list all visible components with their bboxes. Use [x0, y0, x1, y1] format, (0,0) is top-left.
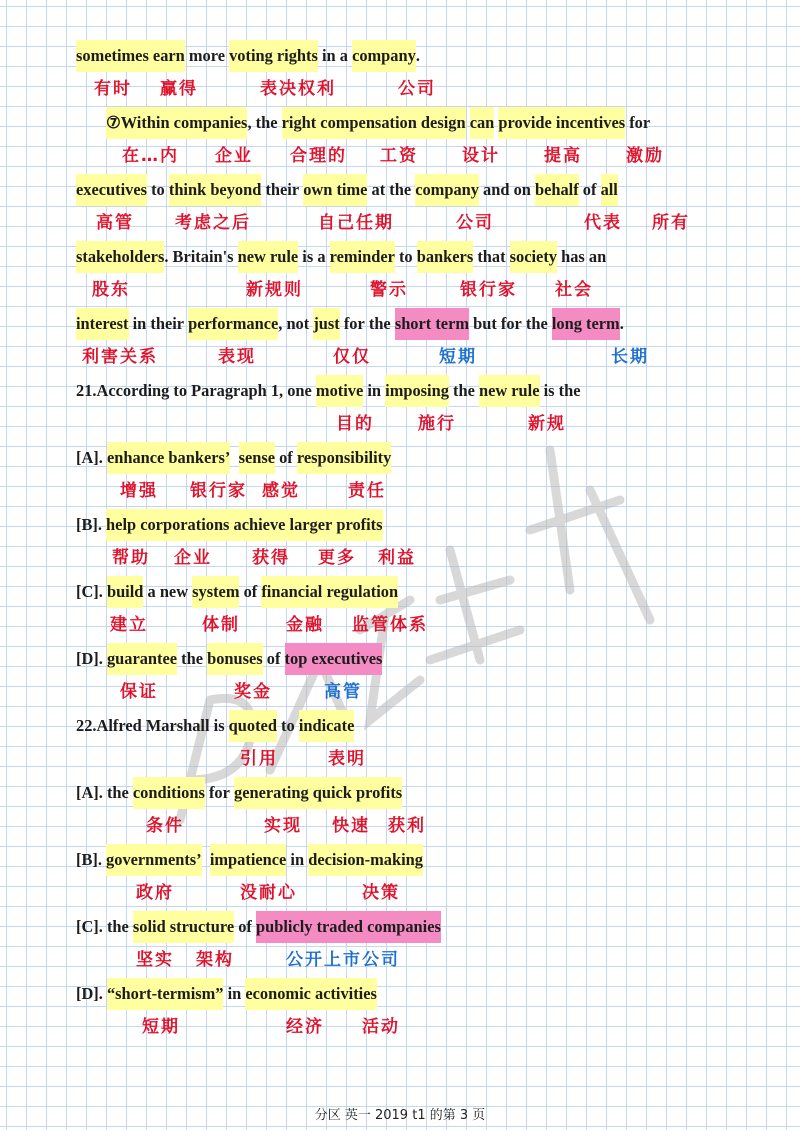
plain-text: , the — [247, 113, 282, 132]
highlighted-phrase: behalf — [535, 174, 579, 206]
plain-text: 21.According to Paragraph 1, one — [76, 381, 316, 400]
chinese-annotation: 表决权利 — [260, 79, 336, 99]
chinese-annotation: 银行家 — [190, 481, 247, 501]
annotation-line — [0, 477, 800, 505]
annotation-line — [0, 209, 800, 237]
highlighted-phrase: interest — [76, 308, 129, 340]
highlighted-phrase: stakeholders — [76, 241, 164, 273]
plain-text: of — [275, 448, 297, 467]
plain-text: the — [448, 381, 479, 400]
chinese-annotation: 表现 — [218, 347, 256, 367]
annotation-line — [0, 75, 800, 103]
text-line — [76, 173, 766, 207]
highlighted-phrase: performance — [188, 308, 278, 340]
chinese-annotation: 政府 — [136, 883, 174, 903]
chinese-annotation: 所有 — [652, 213, 690, 233]
plain-text: of — [239, 582, 262, 601]
chinese-annotation: 公开上市公司 — [286, 950, 400, 970]
chinese-annotation: 长期 — [611, 347, 649, 367]
text-line — [76, 910, 766, 944]
highlighted-phrase: all — [601, 174, 618, 206]
chinese-annotation: 金融 — [286, 615, 324, 635]
text-line — [76, 575, 766, 609]
annotation-line — [0, 544, 800, 572]
chinese-annotation: 获得 — [252, 548, 290, 568]
plain-text: for — [204, 783, 234, 802]
chinese-annotation: 短期 — [142, 1017, 180, 1037]
plain-text: to — [147, 180, 169, 199]
chinese-annotation: 获利 — [388, 816, 426, 836]
plain-text: more — [184, 46, 230, 65]
chinese-annotation: 公司 — [398, 79, 436, 99]
plain-text: , not — [278, 314, 314, 333]
highlighted-phrase: executives — [76, 174, 147, 206]
highlighted-phrase: sometimes earn — [76, 40, 185, 72]
chinese-annotation: 架构 — [196, 950, 234, 970]
text-line — [76, 843, 766, 877]
chinese-annotation: 活动 — [362, 1017, 400, 1037]
chinese-annotation: 设计 — [462, 146, 500, 166]
highlighted-phrase: provide incentives — [498, 107, 625, 139]
highlighted-phrase: imposing — [385, 375, 449, 407]
highlighted-phrase: build — [107, 576, 143, 608]
chinese-annotation: 有时 — [94, 79, 132, 99]
text-line — [76, 39, 766, 73]
plain-text: in a — [317, 46, 353, 65]
highlighted-phrase: own time — [303, 174, 367, 206]
highlighted-phrase: enhance bankers’ — [107, 442, 230, 474]
annotation-line — [0, 745, 800, 773]
chinese-annotation: 企业 — [174, 548, 212, 568]
chinese-annotation: 奖金 — [234, 682, 272, 702]
chinese-annotation: 在…内 — [122, 146, 179, 166]
highlighted-phrase: bankers — [417, 241, 473, 273]
highlighted-phrase: ⑦Within companies — [106, 107, 247, 139]
chinese-annotation: 代表 — [584, 213, 622, 233]
plain-text: of — [262, 649, 285, 668]
chinese-annotation: 高管 — [324, 682, 362, 702]
plain-text: [C]. — [76, 582, 107, 601]
highlighted-phrase: governments’ — [106, 844, 202, 876]
highlighted-phrase: impatience — [210, 844, 286, 876]
annotation-line — [0, 343, 800, 371]
chinese-annotation: 没耐心 — [240, 883, 297, 903]
plain-text: [D]. — [76, 649, 107, 668]
chinese-annotation: 利益 — [378, 548, 416, 568]
plain-text: in — [286, 850, 309, 869]
highlighted-phrase: decision-making — [308, 844, 423, 876]
chinese-annotation: 银行家 — [460, 280, 517, 300]
highlighted-phrase: new rule — [238, 241, 299, 273]
chinese-annotation: 目的 — [336, 414, 374, 434]
plain-text: of — [578, 180, 601, 199]
plain-text: at the — [367, 180, 416, 199]
plain-text: [B]. — [76, 515, 107, 534]
highlighted-phrase: quoted — [229, 710, 277, 742]
chinese-annotation: 赢得 — [160, 79, 198, 99]
annotation-line — [0, 1013, 800, 1041]
annotation-line — [0, 879, 800, 907]
highlighted-phrase: bonuses — [207, 643, 263, 675]
plain-text: for the — [339, 314, 395, 333]
chinese-annotation: 感觉 — [262, 481, 300, 501]
plain-text: of — [234, 917, 256, 936]
highlighted-phrase: solid structure — [133, 911, 234, 943]
chinese-annotation: 警示 — [370, 280, 408, 300]
annotation-line — [0, 946, 800, 974]
annotation-line — [0, 276, 800, 304]
plain-text — [230, 442, 238, 474]
plain-text: [A]. the — [76, 783, 133, 802]
plain-text: for — [625, 113, 651, 132]
chinese-annotation: 高管 — [96, 213, 134, 233]
text-line — [76, 776, 766, 810]
chinese-annotation: 经济 — [286, 1017, 324, 1037]
chinese-annotation: 快速 — [332, 816, 370, 836]
annotation-line — [0, 611, 800, 639]
plain-text: in — [223, 984, 246, 1003]
chinese-annotation: 帮助 — [112, 548, 150, 568]
plain-text: to — [276, 716, 299, 735]
chinese-annotation: 增强 — [120, 481, 158, 501]
chinese-annotation: 工资 — [380, 146, 418, 166]
chinese-annotation: 社会 — [555, 280, 593, 300]
annotation-line — [0, 142, 800, 170]
text-line — [76, 508, 766, 542]
plain-text: to — [394, 247, 417, 266]
chinese-annotation: 新规则 — [246, 280, 303, 300]
plain-text: is the — [539, 381, 581, 400]
plain-text: [B]. — [76, 850, 107, 869]
plain-text: [A]. — [76, 448, 107, 467]
highlighted-phrase: “short-termism” — [107, 978, 224, 1010]
chinese-annotation: 企业 — [215, 146, 253, 166]
chinese-annotation: 仅仅 — [333, 347, 371, 367]
plain-text: has an — [557, 247, 607, 266]
plain-text: in their — [128, 314, 189, 333]
highlighted-phrase: company — [352, 40, 416, 72]
highlighted-phrase: help corporations achieve larger profits — [106, 509, 382, 541]
plain-text: their — [261, 180, 304, 199]
chinese-annotation: 保证 — [120, 682, 158, 702]
chinese-annotation: 合理的 — [290, 146, 347, 166]
highlighted-phrase: generating quick profits — [234, 777, 402, 809]
chinese-annotation: 股东 — [92, 280, 130, 300]
plain-text: in — [363, 381, 386, 400]
highlighted-phrase: think beyond — [169, 174, 261, 206]
text-line — [76, 977, 766, 1011]
plain-text: that — [473, 247, 510, 266]
text-line — [76, 106, 796, 140]
chinese-annotation: 新规 — [528, 414, 566, 434]
chinese-annotation: 激励 — [626, 146, 664, 166]
highlighted-phrase: conditions — [133, 777, 205, 809]
chinese-annotation: 更多 — [318, 548, 356, 568]
plain-text — [202, 844, 210, 876]
highlighted-phrase: voting rights — [229, 40, 318, 72]
page-footer: 分区 英一 2019 t1 的第 3 页 — [314, 1108, 486, 1123]
plain-text: [C]. the — [76, 917, 133, 936]
highlighted-phrase: indicate — [299, 710, 355, 742]
chinese-annotation: 利害关系 — [82, 347, 158, 367]
chinese-annotation: 体制 — [202, 615, 240, 635]
chinese-annotation: 引用 — [240, 749, 278, 769]
highlighted-phrase: responsibility — [297, 442, 391, 474]
chinese-annotation: 坚实 — [136, 950, 174, 970]
highlighted-phrase: new rule — [479, 375, 540, 407]
highlighted-phrase: guarantee — [107, 643, 177, 675]
chinese-annotation: 短期 — [439, 347, 477, 367]
text-line — [76, 642, 766, 676]
chinese-annotation: 自己任期 — [318, 213, 394, 233]
chinese-annotation: 决策 — [362, 883, 400, 903]
text-line — [76, 441, 766, 475]
annotation-line — [0, 812, 800, 840]
text-line — [76, 374, 766, 408]
chinese-annotation: 建立 — [110, 615, 148, 635]
plain-text: . — [619, 314, 624, 333]
chinese-annotation: 提高 — [544, 146, 582, 166]
highlighted-phrase: sense — [239, 442, 275, 474]
highlighted-phrase: financial regulation — [261, 576, 398, 608]
highlighted-phrase: economic activities — [245, 978, 377, 1010]
chinese-annotation: 责任 — [348, 481, 386, 501]
highlighted-phrase: system — [192, 576, 239, 608]
chinese-annotation: 条件 — [146, 816, 184, 836]
text-line — [76, 709, 766, 743]
plain-text: but for the — [469, 314, 552, 333]
highlighted-phrase: just — [313, 308, 339, 340]
plain-text: . Britain's — [164, 247, 238, 266]
highlighted-phrase: reminder — [330, 241, 395, 273]
chinese-annotation: 表明 — [328, 749, 366, 769]
highlighted-phrase: right compensation design — [282, 107, 466, 139]
chinese-annotation: 考虑之后 — [175, 213, 251, 233]
annotation-line — [0, 678, 800, 706]
plain-text: [D]. — [76, 984, 107, 1003]
plain-text: and on — [478, 180, 535, 199]
plain-text: is a — [298, 247, 330, 266]
highlighted-phrase: society — [510, 241, 557, 273]
highlighted-phrase: long term — [552, 308, 620, 340]
chinese-annotation: 公司 — [456, 213, 494, 233]
chinese-annotation: 施行 — [418, 414, 456, 434]
text-line — [76, 240, 766, 274]
plain-text: . — [415, 46, 420, 65]
chinese-annotation: 实现 — [264, 816, 302, 836]
plain-text: 22.Alfred Marshall is — [76, 716, 229, 735]
plain-text: a new — [143, 582, 193, 601]
chinese-annotation: 监管体系 — [352, 615, 428, 635]
highlighted-phrase: can — [470, 107, 495, 139]
text-line — [76, 307, 766, 341]
highlighted-phrase: short term — [395, 308, 469, 340]
highlighted-phrase: publicly traded companies — [256, 911, 441, 943]
highlighted-phrase: top executives — [285, 643, 383, 675]
plain-text: the — [177, 649, 208, 668]
highlighted-phrase: motive — [316, 375, 363, 407]
annotation-line — [0, 410, 800, 438]
highlighted-phrase: company — [415, 174, 479, 206]
